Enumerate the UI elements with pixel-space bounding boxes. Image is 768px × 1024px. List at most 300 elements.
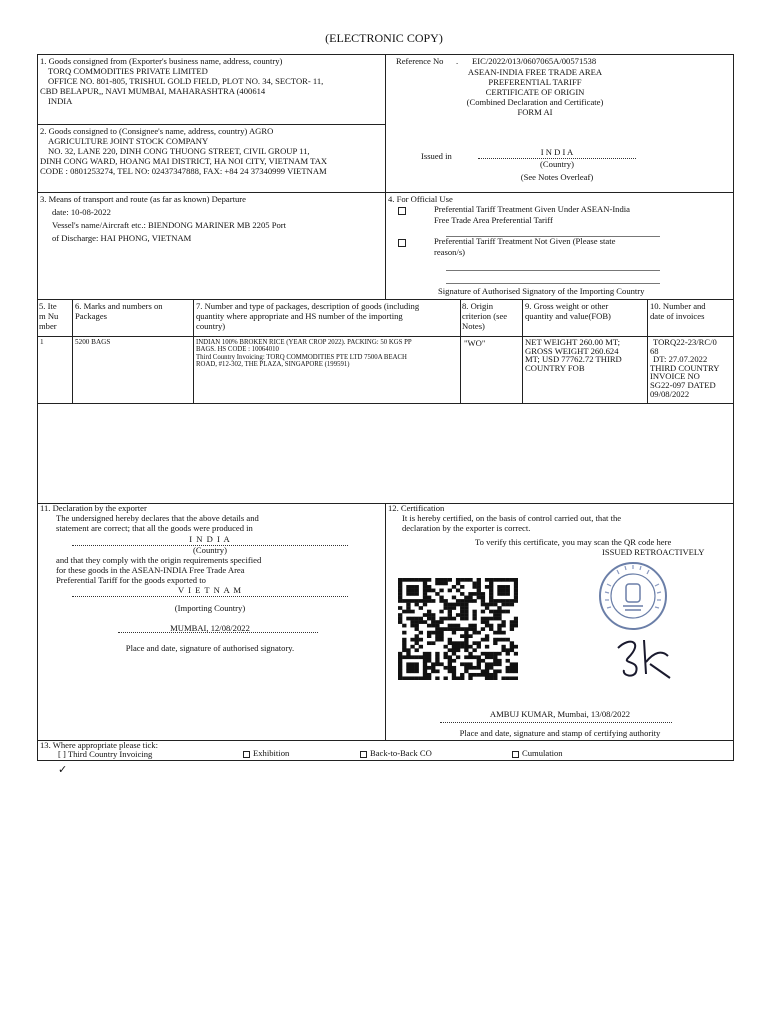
port-of-discharge: of Discharge: HAI PHONG, VIETNAM — [52, 232, 192, 243]
qr-module — [485, 606, 489, 610]
consignee-address-2: DINH CONG WARD, HOANG MAI DISTRICT, HA NOI CITY, VIETNAM TAX — [40, 155, 328, 166]
qr-module — [468, 662, 472, 666]
qr-module — [477, 645, 481, 649]
qr-module — [497, 578, 501, 582]
box-3-label: 3. Means of transport and route (as far as known) Departure — [40, 194, 246, 204]
qr-module — [468, 592, 472, 596]
qr-module — [398, 659, 402, 663]
box-2-label: 2. Goods consigned to (Consignee's name, address, country) AGRO — [40, 126, 274, 136]
qr-module — [398, 606, 402, 610]
qr-module — [510, 603, 514, 607]
qr-module — [477, 655, 481, 659]
qr-module — [460, 610, 464, 614]
qr-module — [481, 592, 485, 596]
reference-block: Reference No . EIC/2022/013/0607065A/00571538 ASEAN-INDIA FREE TRADE AREA PREFERENTIAL TARIFF CERTIFICATE OF ORIGIN (Combined Declaration and Certificate) FORM AI — [390, 57, 730, 117]
qr-module — [435, 676, 439, 680]
qr-module — [481, 599, 485, 603]
qr-module — [481, 610, 485, 614]
qr-module — [510, 620, 514, 624]
qr-module — [464, 669, 468, 673]
qr-code[interactable] — [398, 578, 518, 680]
qr-module — [448, 606, 452, 610]
qr-module — [501, 620, 505, 624]
qr-module — [493, 603, 497, 607]
form-heading-5: FORM AI — [517, 106, 553, 117]
qr-module — [406, 669, 410, 673]
qr-module — [456, 655, 460, 659]
qr-module — [448, 627, 452, 631]
qr-module — [464, 617, 468, 621]
qr-module — [506, 638, 510, 642]
qr-module — [431, 662, 435, 666]
qr-module — [497, 669, 501, 673]
qr-module — [444, 606, 448, 610]
qr-module — [423, 603, 427, 607]
qr-module — [431, 617, 435, 621]
qr-module — [506, 659, 510, 663]
qr-module — [481, 673, 485, 677]
qr-module — [514, 666, 518, 670]
qr-module — [452, 666, 456, 670]
qr-module — [493, 676, 497, 680]
qr-module — [464, 606, 468, 610]
qr-module — [452, 652, 456, 656]
qr-module — [477, 631, 481, 635]
qr-module — [514, 662, 518, 666]
qr-module — [464, 631, 468, 635]
qr-module — [419, 617, 423, 621]
qr-module — [435, 638, 439, 642]
qr-module — [472, 631, 476, 635]
qr-module — [485, 662, 489, 666]
back-to-back-option[interactable]: Back-to-Back CO — [360, 749, 432, 759]
qr-module — [439, 578, 443, 582]
certifier-place-label: Place and date, signature and stamp of certifying authority — [459, 728, 661, 738]
qr-module — [435, 624, 439, 628]
qr-module — [497, 585, 501, 589]
qr-module — [406, 648, 410, 652]
qr-module — [514, 596, 518, 600]
treatment-not-given-text-1: Preferential Tariff Treatment Not Given (Please state — [434, 235, 616, 246]
qr-module — [489, 592, 493, 596]
qr-module — [406, 585, 410, 589]
qr-module — [493, 659, 497, 663]
qr-module — [489, 666, 493, 670]
qr-module — [501, 592, 505, 596]
qr-module — [415, 599, 419, 603]
qr-module — [460, 606, 464, 610]
qr-module — [402, 599, 406, 603]
qr-module — [501, 631, 505, 635]
qr-module — [410, 599, 414, 603]
qr-module — [448, 662, 452, 666]
qr-module — [448, 669, 452, 673]
qr-module — [444, 627, 448, 631]
reference-label: Reference No — [396, 56, 444, 66]
qr-module — [402, 631, 406, 635]
qr-module — [468, 655, 472, 659]
qr-module — [468, 645, 472, 649]
qr-module — [510, 599, 514, 603]
qr-module — [419, 578, 423, 582]
qr-module — [460, 613, 464, 617]
qr-module — [510, 669, 514, 673]
back-to-back-checkbox[interactable] — [360, 751, 367, 758]
qr-module — [415, 620, 419, 624]
qr-module — [514, 669, 518, 673]
qr-module — [514, 582, 518, 586]
qr-module — [472, 582, 476, 586]
col-header-invoice: 10. Number and date of invoices — [650, 301, 706, 321]
qr-module — [435, 578, 439, 582]
qr-module — [489, 582, 493, 586]
qr-module — [501, 578, 505, 582]
qr-module — [485, 669, 489, 673]
qr-module — [493, 655, 497, 659]
qr-module — [448, 603, 452, 607]
importing-country: V I E T N A M — [72, 586, 348, 597]
qr-module — [398, 669, 402, 673]
qr-module — [431, 589, 435, 593]
qr-module — [427, 610, 431, 614]
qr-module — [448, 648, 452, 652]
qr-module — [431, 613, 435, 617]
qr-module — [489, 627, 493, 631]
qr-module — [410, 624, 414, 628]
col-header-marks: 6. Marks and numbers on Packages — [75, 301, 163, 321]
qr-module — [423, 613, 427, 617]
qr-module — [410, 589, 414, 593]
qr-module — [398, 673, 402, 677]
qr-module — [402, 676, 406, 680]
qr-module — [481, 603, 485, 607]
importing-signatory-label: Signature of Authorised Signatory of the Importing Country — [438, 286, 645, 296]
consignee-address-1: NO. 32, LANE 220, DINH CONG THUONG STREET, CIVIL GROUP 11, — [48, 145, 310, 156]
departure-date: date: 10-08-2022 — [52, 206, 111, 217]
qr-module — [489, 585, 493, 589]
box-1-label: 1. Goods consigned from (Exporter's business name, address, country) — [40, 56, 283, 66]
qr-module — [468, 676, 472, 680]
qr-module — [415, 638, 419, 642]
exporter-address-2: CBD BELAPUR,, NAVI MUMBAI, MAHARASHTRA (400614 — [40, 85, 266, 96]
box-12-label: 12. Certification — [388, 503, 445, 513]
qr-module — [489, 655, 493, 659]
qr-module — [427, 634, 431, 638]
box-11-declaration: 11. Declaration by the exporter The undersigned hereby declares that the above details and statement are correct; that all the goods were produced in — [40, 504, 382, 534]
qr-module — [472, 585, 476, 589]
qr-module — [415, 641, 419, 645]
qr-module — [439, 610, 443, 614]
qr-module — [402, 624, 406, 628]
qr-module — [448, 666, 452, 670]
qr-module — [410, 578, 414, 582]
qr-module — [489, 676, 493, 680]
qr-module — [514, 585, 518, 589]
qr-module — [427, 599, 431, 603]
qr-module — [460, 634, 464, 638]
qr-module — [514, 645, 518, 649]
qr-module — [398, 662, 402, 666]
qr-module — [501, 589, 505, 593]
qr-module — [489, 673, 493, 677]
qr-module — [406, 610, 410, 614]
qr-module — [439, 599, 443, 603]
qr-module — [477, 592, 481, 596]
qr-module — [497, 638, 501, 642]
form-heading-1: ASEAN-INDIA FREE TRADE AREA — [467, 67, 603, 77]
qr-module — [514, 652, 518, 656]
qr-module — [444, 676, 448, 680]
row-invoice: TORQ22-23/RC/0 68 DT: 27.07.2022 THIRD COUNTRY INVOICE NO SG22-097 DATED 09/08/2022 — [650, 337, 720, 399]
qr-module — [398, 599, 402, 603]
checkbox-treatment-given[interactable] — [398, 207, 406, 215]
qr-module — [506, 589, 510, 593]
qr-module — [444, 603, 448, 607]
col-header-origin: 8. Origin criterion (see Notes) — [462, 301, 508, 331]
qr-module — [501, 610, 505, 614]
qr-module — [444, 645, 448, 649]
qr-module — [406, 592, 410, 596]
qr-module — [497, 589, 501, 593]
qr-module — [493, 662, 497, 666]
qr-module — [497, 613, 501, 617]
qr-module — [435, 659, 439, 663]
produced-in-country-label: (Country) — [193, 545, 227, 555]
qr-module — [489, 578, 493, 582]
qr-module — [493, 638, 497, 642]
qr-module — [506, 603, 510, 607]
qr-module — [435, 620, 439, 624]
qr-module — [406, 578, 410, 582]
qr-module — [460, 627, 464, 631]
qr-module — [427, 655, 431, 659]
qr-module — [510, 627, 514, 631]
qr-module — [460, 645, 464, 649]
qr-module — [398, 613, 402, 617]
issued-in-label: Issued in — [421, 151, 452, 161]
qr-module — [477, 585, 481, 589]
qr-module — [485, 620, 489, 624]
qr-module — [501, 603, 505, 607]
qr-module — [493, 599, 497, 603]
qr-module — [398, 666, 402, 670]
qr-module — [501, 585, 505, 589]
qr-module — [477, 578, 481, 582]
col-header-item-number: 5. Ite m Nu mber — [39, 301, 59, 331]
qr-module — [415, 676, 419, 680]
qr-module — [452, 659, 456, 663]
qr-module — [464, 578, 468, 582]
qr-module — [468, 673, 472, 677]
qr-module — [485, 634, 489, 638]
qr-module — [398, 617, 402, 621]
qr-module — [448, 610, 452, 614]
qr-module — [481, 638, 485, 642]
form-heading-4: (Combined Declaration and Certificate) — [466, 96, 604, 107]
qr-module — [460, 578, 464, 582]
col-header-description: 7. Number and type of packages, description of goods (including quantity where appropriate and HS number of the importing country) — [196, 301, 420, 331]
qr-module — [406, 662, 410, 666]
qr-module — [497, 599, 501, 603]
qr-module — [398, 655, 402, 659]
qr-module — [452, 641, 456, 645]
qr-module — [456, 645, 460, 649]
qr-module — [452, 648, 456, 652]
exhibition-checkbox[interactable] — [243, 751, 250, 758]
exporter-place-date: MUMBAI, 12/08/2022 — [170, 623, 250, 633]
qr-module — [456, 641, 460, 645]
qr-module — [435, 669, 439, 673]
qr-module — [472, 617, 476, 621]
qr-module — [431, 631, 435, 635]
qr-module — [489, 610, 493, 614]
qr-module — [402, 641, 406, 645]
qr-module — [464, 603, 468, 607]
third-country-invoicing-option[interactable]: [ ] Third Country Invoicing — [58, 749, 153, 759]
qr-module — [406, 655, 410, 659]
qr-module — [485, 655, 489, 659]
qr-module — [402, 648, 406, 652]
divider-top — [385, 54, 386, 299]
qr-module — [472, 624, 476, 628]
qr-module — [452, 631, 456, 635]
qr-module — [497, 662, 501, 666]
box-13-label: 13. Where appropriate please tick: — [40, 740, 158, 750]
qr-module — [464, 599, 468, 603]
qr-module — [481, 617, 485, 621]
qr-module — [493, 610, 497, 614]
qr-module — [435, 662, 439, 666]
qr-module — [481, 652, 485, 656]
qr-module — [423, 582, 427, 586]
row-description: INDIAN 100% BROKEN RICE (YEAR CROP 2022). PACKING: 50 KGS PP BAGS. HS CODE : 10064010 Third Country Invoicing: TORQ COMMODITIES PTE LTD 7500A BEACH ROAD, #12-302, THE PLAZA, SINGAPORE (199591) — [196, 339, 412, 369]
checkbox-treatment-not-given[interactable] — [398, 239, 406, 247]
qr-instruction: To verify this certificate, you may scan the QR code here — [475, 537, 672, 547]
qr-module — [406, 666, 410, 670]
qr-module — [402, 638, 406, 642]
qr-module — [427, 641, 431, 645]
qr-module — [472, 592, 476, 596]
qr-module — [444, 578, 448, 582]
qr-module — [468, 599, 472, 603]
qr-module — [452, 596, 456, 600]
tick-mark: ✓ — [58, 763, 68, 776]
qr-module — [464, 645, 468, 649]
qr-module — [439, 617, 443, 621]
qr-module — [402, 655, 406, 659]
qr-module — [452, 585, 456, 589]
qr-module — [439, 596, 443, 600]
qr-module — [468, 624, 472, 628]
form-heading-2: PREFERENTIAL TARIFF — [488, 76, 582, 87]
qr-module — [497, 652, 501, 656]
qr-module — [481, 659, 485, 663]
qr-module — [489, 603, 493, 607]
qr-module — [472, 613, 476, 617]
qr-module — [402, 645, 406, 649]
qr-module — [497, 624, 501, 628]
qr-module — [406, 676, 410, 680]
qr-module — [485, 617, 489, 621]
qr-module — [415, 589, 419, 593]
qr-module — [481, 669, 485, 673]
qr-module — [506, 610, 510, 614]
qr-module — [501, 676, 505, 680]
cumulation-checkbox[interactable] — [512, 751, 519, 758]
form-heading-3: CERTIFICATE OF ORIGIN — [485, 86, 585, 97]
qr-module — [472, 666, 476, 670]
qr-module — [485, 666, 489, 670]
qr-module — [448, 638, 452, 642]
qr-module — [464, 655, 468, 659]
importing-country-label: (Importing Country) — [174, 603, 246, 613]
qr-module — [415, 603, 419, 607]
qr-module — [497, 659, 501, 663]
exhibition-option[interactable]: Exhibition — [243, 749, 289, 759]
vessel-name: Vessel's name/Aircraft etc.: BIENDONG MARINER MB 2205 Port — [52, 219, 287, 230]
qr-module — [472, 627, 476, 631]
qr-module — [514, 624, 518, 628]
qr-module — [485, 645, 489, 649]
qr-module — [444, 652, 448, 656]
qr-module — [419, 638, 423, 642]
qr-module — [477, 582, 481, 586]
cumulation-option[interactable]: Cumulation — [512, 749, 563, 759]
qr-module — [452, 617, 456, 621]
qr-module — [398, 585, 402, 589]
qr-module — [456, 578, 460, 582]
qr-module — [423, 589, 427, 593]
qr-module — [497, 606, 501, 610]
qr-module — [444, 617, 448, 621]
qr-module — [510, 662, 514, 666]
treatment-not-given-text-2: reason/s) — [434, 246, 466, 257]
qr-module — [427, 659, 431, 663]
qr-module — [415, 624, 419, 628]
certifying-signature — [610, 634, 680, 684]
qr-module — [510, 578, 514, 582]
qr-module — [514, 617, 518, 621]
qr-module — [448, 617, 452, 621]
qr-module — [468, 627, 472, 631]
qr-module — [460, 641, 464, 645]
qr-module — [485, 578, 489, 582]
qr-module — [431, 666, 435, 670]
qr-module — [460, 662, 464, 666]
qr-module — [410, 666, 414, 670]
qr-module — [444, 599, 448, 603]
exporter-name: TORQ COMMODITIES PRIVATE LIMITED — [48, 65, 208, 76]
treatment-given-text-2: Free Trade Area Preferential Tariff — [434, 214, 553, 225]
qr-module — [485, 676, 489, 680]
qr-module — [419, 631, 423, 635]
qr-module — [452, 603, 456, 607]
qr-module — [489, 617, 493, 621]
qr-module — [481, 620, 485, 624]
qr-module — [431, 599, 435, 603]
qr-module — [423, 676, 427, 680]
qr-module — [398, 676, 402, 680]
qr-module — [410, 662, 414, 666]
qr-module — [398, 620, 402, 624]
declaration-text-2: and that they comply with the origin requirements specified for these goods in the ASEAN-INDIA Free Trade Area Preferential Tariff for the goods exported to — [56, 555, 262, 585]
qr-module — [444, 582, 448, 586]
reference-number: EIC/2022/013/0607065A/00571538 — [472, 56, 597, 66]
qr-module — [468, 596, 472, 600]
qr-module — [501, 648, 505, 652]
qr-module — [427, 617, 431, 621]
qr-module — [514, 592, 518, 596]
